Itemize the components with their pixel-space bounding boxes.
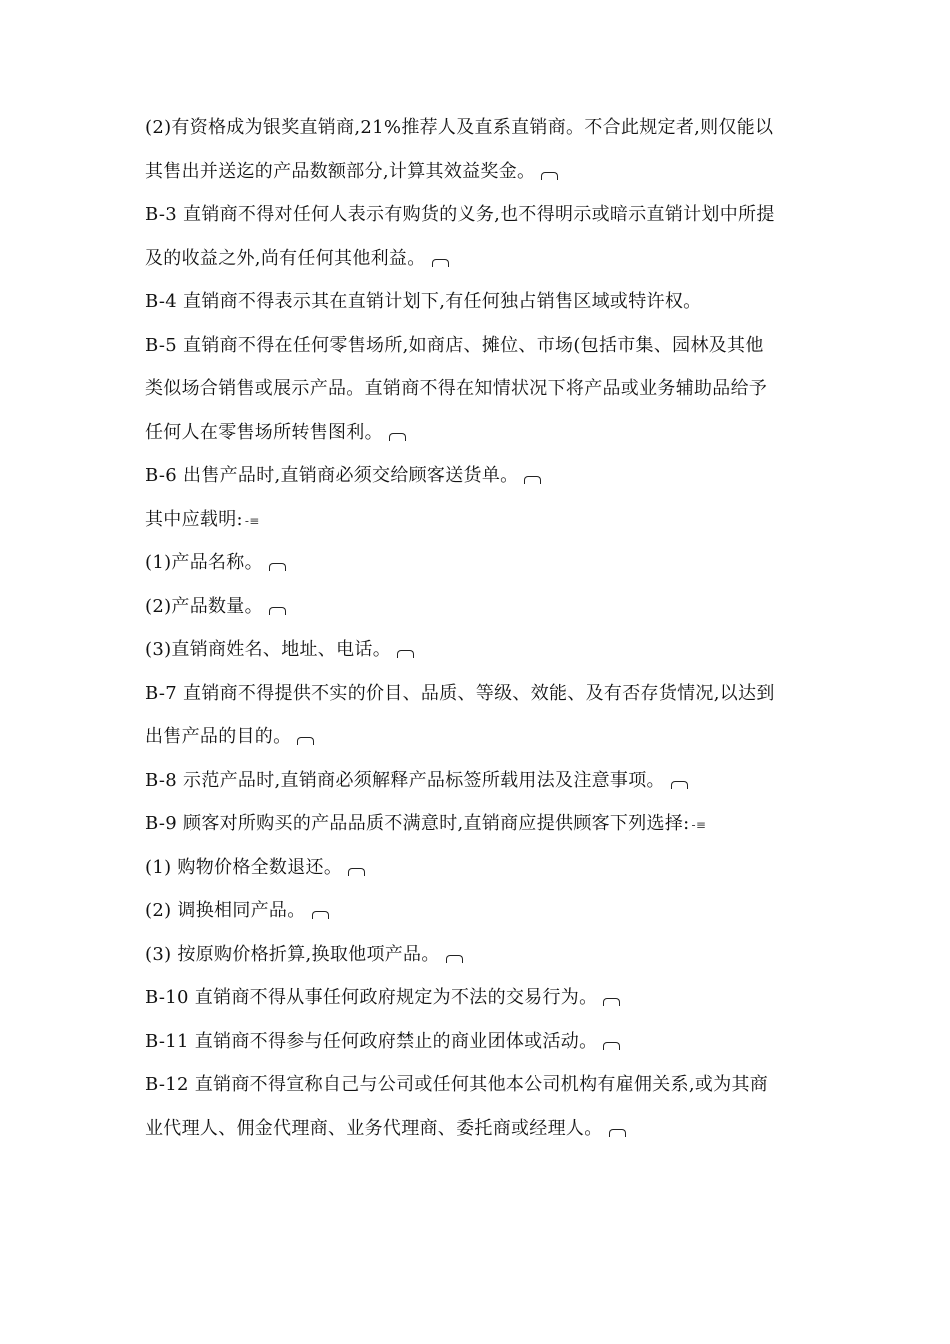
text-line <box>145 585 815 629</box>
paragraph-mark-icon <box>446 955 463 963</box>
paragraph-mark-icon <box>312 911 329 919</box>
document-body <box>145 106 815 1150</box>
text-line <box>145 1107 815 1151</box>
line-text: B-5 直销商不得在任何零售场所,如商店、摊位、市场(包括市集、园林及其他 <box>145 334 764 356</box>
paragraph-mark-icon <box>541 172 558 180</box>
text-line <box>145 324 815 368</box>
line-text: B-12 直销商不得宣称自己与公司或任何其他本公司机构有雇佣关系,或为其商 <box>145 1074 769 1095</box>
text-line <box>145 628 815 672</box>
paragraph-mark-icon <box>524 476 541 484</box>
line-text: 任何人在零售场所转售图利。 <box>145 421 383 443</box>
line-text: 类似场合销售或展示产品。直销商不得在知情状况下将产品或业务辅助品给予 <box>145 378 768 399</box>
paragraph-mark-icon <box>609 1129 626 1137</box>
text-line <box>145 237 815 281</box>
line-text: B-9 顾客对所购买的产品品质不满意时,直销商应提供顾客下列选择: <box>145 813 690 834</box>
paragraph-mark-icon <box>603 1042 620 1050</box>
line-break-mark-icon: -≡ <box>691 818 707 832</box>
text-line <box>145 802 815 846</box>
text-line <box>145 933 815 977</box>
paragraph-mark-icon <box>297 737 314 745</box>
text-line <box>145 1063 815 1107</box>
line-text: B-6 出售产品时,直销商必须交给顾客送货单。 <box>145 465 519 486</box>
paragraph-mark-icon <box>603 998 620 1006</box>
line-text: 业代理人、佣金代理商、业务代理商、委托商或经理人。 <box>145 1117 603 1139</box>
text-line <box>145 715 815 759</box>
line-text: 其售出并送迄的产品数额部分,计算其效益奖金。 <box>145 160 536 182</box>
line-text: 其中应载明: <box>145 508 243 530</box>
line-text: B-3 直销商不得对任何人表示有购货的义务,也不得明示或暗示直销计划中所提 <box>145 204 775 225</box>
text-line <box>145 759 815 803</box>
paragraph-mark-icon <box>348 868 365 876</box>
line-text: B-7 直销商不得提供不实的价目、品质、等级、效能、及有否存货情况,以达到 <box>145 682 775 704</box>
line-text: (3) 按原购价格折算,换取他项产品。 <box>145 943 440 965</box>
paragraph-mark-icon <box>432 259 449 267</box>
text-line <box>145 193 815 237</box>
text-line <box>145 411 815 455</box>
line-text: 及的收益之外,尚有任何其他利益。 <box>145 247 426 269</box>
text-line <box>145 367 815 411</box>
line-text: B-4 直销商不得表示其在直销计划下,有任何独占销售区域或特许权。 <box>145 291 702 312</box>
line-text: (2)产品数量。 <box>145 595 263 617</box>
text-line <box>145 541 815 585</box>
text-line <box>145 889 815 933</box>
text-line <box>145 150 815 194</box>
text-line <box>145 498 815 542</box>
line-text: (2) 调换相同产品。 <box>145 900 306 921</box>
text-line <box>145 1020 815 1064</box>
paragraph-mark-icon <box>397 650 414 658</box>
paragraph-mark-icon <box>269 607 286 615</box>
text-line <box>145 976 815 1020</box>
line-text: B-8 示范产品时,直销商必须解释产品标签所载用法及注意事项。 <box>145 769 665 791</box>
line-text: (2)有资格成为银奖直销商,21%推荐人及直系直销商。不合此规定者,则仅能以 <box>145 117 774 138</box>
line-text: 出售产品的目的。 <box>145 726 292 747</box>
paragraph-mark-icon <box>389 433 406 441</box>
paragraph-mark-icon <box>671 781 688 789</box>
line-text: B-11 直销商不得参与任何政府禁止的商业团体或活动。 <box>145 1030 598 1052</box>
line-text: (1)产品名称。 <box>145 552 263 573</box>
line-text: (3)直销商姓名、地址、电话。 <box>145 639 391 660</box>
line-text: (1) 购物价格全数退还。 <box>145 856 343 878</box>
text-line <box>145 280 815 324</box>
text-line <box>145 454 815 498</box>
paragraph-mark-icon <box>269 563 286 571</box>
text-line <box>145 846 815 890</box>
text-line <box>145 106 815 150</box>
line-break-mark-icon: -≡ <box>244 513 260 528</box>
text-line <box>145 672 815 716</box>
line-text: B-10 直销商不得从事任何政府规定为不法的交易行为。 <box>145 987 598 1008</box>
